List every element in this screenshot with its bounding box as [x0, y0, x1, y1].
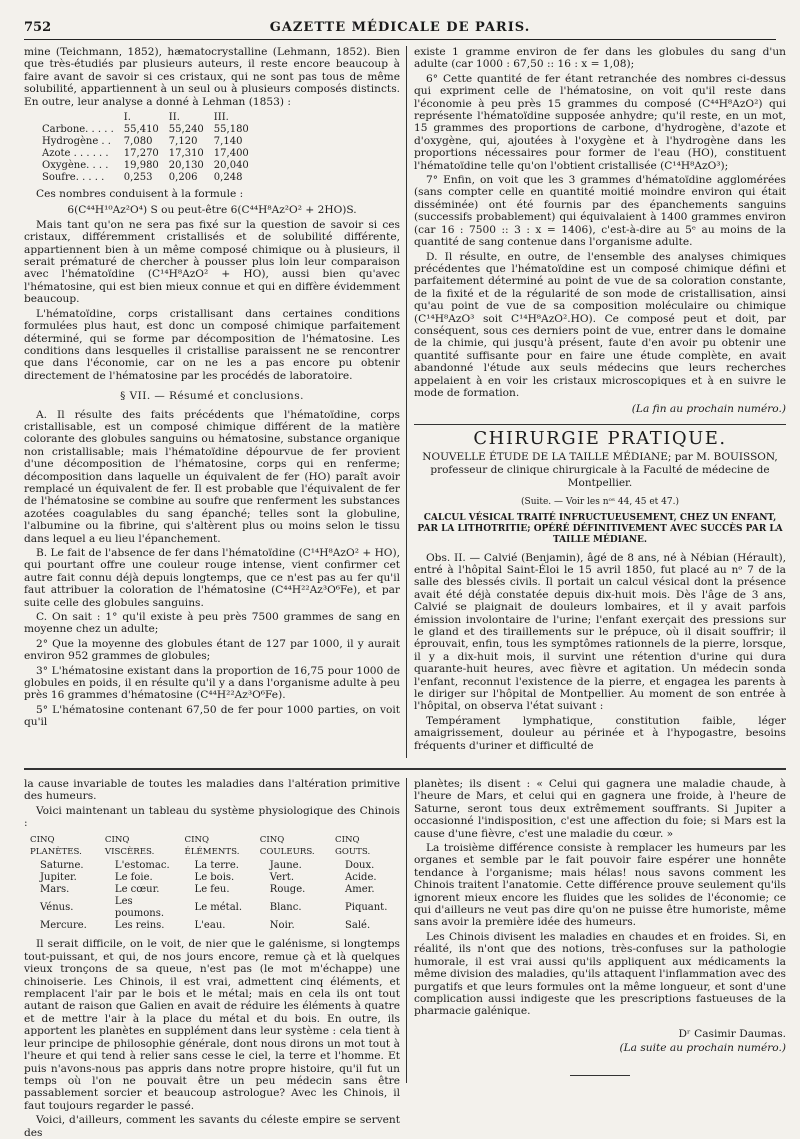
table-cell: Hydrogène . . — [42, 136, 111, 148]
section-title: § VII. — Résumé et conclusions. — [120, 390, 304, 403]
table-cell: Jaune. — [269, 860, 302, 872]
paragraph: A. Il résulte des faits précédents que l'hématoïdine, corps cristallisable, est un composé chimique différent de la matière colorante des globules sanguins ou hématosine, substance organique non cristallisable; mais l'hématoïdine dépourvue de fer provient d'une décomposition de l'hématosine, corps qui en renferme; décomposition dans laquelle un équivalent de fer (HO) paraît avoir remplacé un équivalent de fer. Il est probable que l'équivalent de fer de l'hématosine se combine au soufre que renferment les substances azotées coagulables du sang épanché; telles sont la globuline, l'albumine ou la fibrine, qui s'altèrent plus ou moins selon le tissu dans lequel a eu lieu l'épanchement. — [24, 408, 400, 545]
page-header — [24, 20, 776, 40]
table-cell: Le bois. — [194, 872, 235, 884]
table-cell: Le feu. — [194, 884, 230, 896]
table-cell: Le métal. — [194, 902, 243, 914]
table-cell: La terre. — [194, 860, 239, 872]
table-cell: 0,206 — [168, 172, 198, 184]
table-cell: Vert. — [269, 872, 294, 884]
analysis-header: II. — [168, 112, 180, 124]
table-row — [30, 884, 400, 896]
paragraph: Ces nombres conduisent à la formule : — [36, 188, 244, 201]
table-cell: Jupiter. — [40, 872, 77, 884]
table-row — [42, 124, 259, 136]
paragraph: L'hématoïdine, corps cristallisant dans certaines conditions formulées plus haut, est donc un composé chimique parfaitement déterminé, qui se forme par décomposition de l'hématosine. Les conditions dans lesquelles il cristallise paraissent ne se rencontrer que dans l'économie, car on ne les a pas encore pu obtenir directement de l'hématosine par les procédés de laboratoire. — [24, 307, 400, 382]
case-title: CALCUL VÉSICAL TRAITÉ INFRUCTUEUSEMENT, CHEZ UN ENFANT, PAR LA LITHOTRITIE; OPÉRÉ DÉFINITIVEMENT AVEC SUCCÈS PAR LA TAILLE MÉDIANE. — [417, 512, 783, 545]
section-divider — [414, 424, 786, 425]
table-row — [30, 920, 400, 932]
table-cell: 20,130 — [168, 160, 204, 172]
continuation-note: (La fin au prochain numéro.) — [631, 403, 786, 416]
table-cell: Mars. — [40, 884, 70, 896]
table-cell: 19,980 — [123, 160, 159, 172]
paragraph: Les Chinois divisent les maladies en chaudes et en froides. Si, en réalité, ils n'ont que des notions, très-confuses sur la pathologie humorale, il est vrai aussi qu'ils appliquent aux médicaments la même division des maladies, qu'ils attaquent l'inflammation avec des purgatifs et que leurs formules ont la même longueur, et sont d'une complication aussi indigeste que les prescriptions fastueuses de la pharmacie galénique. — [414, 930, 786, 1018]
table-row — [42, 148, 259, 160]
page-number: 752 — [24, 20, 52, 35]
table-cell: Le cœur. — [114, 884, 160, 896]
paragraph: 2° Que la moyenne des globules étant de 127 par 1000, il y aurait environ 952 grammes de globules; — [24, 637, 400, 663]
table-row — [42, 136, 259, 148]
paragraph: Mais tant qu'on ne sera pas fixé sur la question de savoir si ces cristaux, différemment cristallisés et de solubilité différente, appartiennent bien à un même composé chimique ou à plusieurs, il serait prématuré de chercher à pousser plus loin leur comparaison avec l'hématoïdine (C¹⁴H⁸AzO² + HO), aussi bien qu'avec l'hématosine, qui est bien mieux connue et qui en diffère évidemment beaucoup. — [24, 218, 400, 306]
continuation-note: (La suite au prochain numéro.) — [619, 1042, 786, 1055]
table-cell: Le foie. — [114, 872, 153, 884]
paragraph: Il serait difficile, on le voit, de nier que le galénisme, si longtemps tout-puissant, et qui, de nos jours encore, remue çà et là quelques vieux tronçons de sa queue, n'est pas (le mot m'échappe) une chinoiserie. Les Chinois, il est vrai, admettent cinq éléments, et remplacent l'air par le bois et le métal; mais en cela ils ont tout autant de raison que Galien en avait de réduire les éléments à quatre et de mettre l'air à la place du métal et du bois. En outre, ils apportent les planètes en supplément dans leur système : cela tient à leur principe de philosophie générale, dont nous dirons un mot tout à l'heure et qui tend à relier sans cesse le ciel, la terre et l'homme. Et puis n'avons-nous pas appris dans notre propre histoire, qu'il fut un temps où l'on ne pouvait être un peu médecin sans être passablement sorcier et beaucoup astrologue? Avec les Chinois, il faut toujours regarder le passé. — [24, 938, 400, 1112]
table-header: CINQ COULEURS. — [259, 834, 315, 858]
table-cell: Carbone. . . . . — [42, 124, 114, 136]
paragraph: existe 1 gramme environ de fer dans les globules du sang d'un adulte (car 1000 : 67,50 :: 16 : x = 1,08); — [414, 46, 786, 71]
top-right-column — [414, 46, 786, 758]
table-cell: 17,310 — [168, 148, 204, 160]
table-cell: Amer. — [345, 884, 375, 896]
top-left-column — [24, 46, 400, 758]
paragraph: planètes; ils disent : « Celui qui gagnera une maladie chaude, à l'heure de Mars, et celui qui en gagnera une froide, à l'heure de Saturne, seront tous deux extrêmement souffrants. Si Jupiter a occasionné l'indisposition, c'est une affection du foie; si Mars est la cause d'une fièvre, c'est une maladie du cœur. » — [414, 778, 786, 840]
analysis-table — [42, 112, 259, 184]
paragraph: Obs. II. — Calvié (Benjamin), âgé de 8 ans, né à Nébian (Hérault), entré à l'hôpital Saint-Éloi le 15 avril 1850, fut placé au nᵒ 7 de la salle des blessés civils. Il portait un calcul vésical dont la présence avait été déjà constatée depuis dix-huit mois. Dès l'âge de 3 ans, Calvié se plaignait de douleurs lombaires, et il y avait parfois émission involontaire de l'urine; l'enfant exerçait des pressions sur le gland et des tiraillements sur le prépuce, où il disait souffrir; il éprouvait, enfin, tous les symptômes rationnels de la pierre, lorsque, il y a dix-huit mois, il survint une rétention d'urine qui dura quarante-huit heures, avec fièvre et agitation. Un médecin sonda l'enfant, reconnut l'existence de la pierre, et engagea les parents à le diriger sur l'hôpital de Montpellier. Au moment de son entrée à l'hôpital, on observa l'état suivant : — [414, 551, 786, 713]
analysis-header: III. — [213, 112, 229, 124]
table-cell: Blanc. — [269, 902, 302, 914]
table-cell: Noir. — [269, 920, 295, 932]
table-cell: 20,040 — [213, 160, 249, 172]
analysis-header-row — [42, 112, 259, 124]
table-cell: L'eau. — [194, 920, 226, 932]
table-cell: 55,240 — [168, 124, 204, 136]
table-header: CINQ VISCÈRES. — [104, 834, 155, 858]
table-row — [42, 160, 259, 172]
paragraph: C. On sait : 1° qu'il existe à peu près 7500 grammes de sang en moyenne chez un adulte; — [24, 611, 400, 636]
table-cell: Piquant. — [345, 902, 388, 914]
paragraph: Voici maintenant un tableau du système physiologique des Chinois : — [24, 804, 400, 830]
paragraph: 3° L'hématosine existant dans la proportion de 16,75 pour 1000 de globules en poids, il en résulte qu'il y a dans l'organisme adulte à peu près 16 grammes d'hématosine (C⁴⁴H²²Az³O⁶Fe). — [24, 664, 400, 702]
table-cell: Soufre. . . . . — [42, 172, 105, 184]
table-cell: 17,400 — [213, 148, 249, 160]
table-cell: Rouge. — [269, 884, 306, 896]
paragraph: B. Le fait de l'absence de fer dans l'hématoïdine (C¹⁴H⁸AzO² + HO), qui pourtant offre une couleur rouge intense, vient confirmer cet autre fait connu déjà depuis longtemps, que ce n'est pas au fer qu'il faut attribuer la coloration de l'hématosine (C⁴⁴H²²Az³O⁶Fe), et par suite celle des globules sanguins. — [24, 547, 400, 609]
paragraph: 7° Enfin, on voit que les 3 grammes d'hématoïdine agglomérées (sans compter celle en quantité moitié moindre environ qui était disséminée) ont été fournis par des épanchements sanguins (successifs probablement) qui équivalaient à 1400 grammes environ (car 16 : 7500 :: 3 : x = 1406), c'est-à-dire au 5ᵉ au moins de la quantité de sang contenue dans l'organisme adulte. — [414, 174, 786, 249]
section-heading: CHIRURGIE PRATIQUE. — [473, 427, 727, 449]
table-cell: 7,140 — [213, 136, 243, 148]
bottom-left-column — [24, 778, 400, 1139]
table-cell: 7,120 — [168, 136, 198, 148]
table-cell: Doux. — [345, 860, 375, 872]
article-heading: NOUVELLE ÉTUDE DE LA TAILLE MÉDIANE; par M. BOUISSON, professeur de clinique chirurgicale à la Faculté de médecine de Montpellier. — [422, 451, 778, 490]
table-cell: Les reins. — [114, 920, 165, 932]
page-divider — [24, 768, 786, 770]
paragraph: mine (Teichmann, 1852), hæmatocrystalline (Lehmann, 1852). Bien que très-étudiés par plusieurs auteurs, il reste encore beaucoup à faire avant de savoir si ces cristaux, qui ne sont pas tous de même solubilité, appartiennent à un seul ou à plusieurs composés distincts. En outre, leur analyse a donné à Lehman (1853) : — [24, 46, 400, 108]
table-cell: Oxygène. . . . — [42, 160, 109, 172]
bottom-right-column — [414, 778, 786, 1083]
table-row — [30, 860, 400, 872]
paragraph: Tempérament lymphatique, constitution faible, léger amaigrissement, douleur au périnée et à l'hypogastre, besoins fréquents d'uriner et difficulté de — [414, 714, 786, 752]
table-cell: Azote . . . . . . — [42, 148, 109, 160]
paragraph: 6° Cette quantité de fer étant retranchée des nombres ci-dessus qui expriment celle de l'hématosine, on voit qu'il reste dans l'économie à peu près 15 grammes du composé (C⁴⁴H⁸AzO²) qui représente l'hématoïdine supposée anhydre; qu'il reste, en un mot, 15 grammes des proportions de carbone, d'hydrogène, d'azote et d'oxygène, qui, ajoutées à l'oxygène et à l'hydrogène dans les proportions nécessaires pour former de l'eau (HO), constituent l'hématoïdine telle qu'on l'obtient cristallisée (C¹⁴H⁸AzO³); — [414, 72, 786, 172]
table-cell: Mercure. — [40, 920, 87, 932]
table-cell: Les poumons. — [114, 896, 165, 920]
table-cell: 7,080 — [123, 136, 153, 148]
table-cell: Salé. — [345, 920, 371, 932]
chemical-formula: 6(C⁴⁴H¹⁰Az²O⁴) S ou peut-être 6(C⁴⁴H⁸Az²O² + 2HO)S. — [67, 204, 357, 217]
analysis-header — [42, 112, 124, 124]
table-header: CINQ GOUTS. — [335, 834, 371, 858]
table-cell: 0,248 — [213, 172, 243, 184]
table-cell: 55,180 — [213, 124, 249, 136]
table-cell: 55,410 — [123, 124, 159, 136]
paragraph: la cause invariable de toutes les maladies dans l'altération primitive des humeurs. — [24, 778, 400, 803]
column-divider — [406, 778, 407, 1083]
paragraph: 5° L'hématosine contenant 67,50 de fer pour 1000 parties, on voit qu'il — [24, 703, 400, 729]
table-row — [30, 896, 400, 920]
table-row — [42, 172, 259, 184]
paragraph: D. Il résulte, en outre, de l'ensemble des analyses chimiques précédentes que l'hématoïdine est un composé chimique défini et parfaitement déterminé au point de vue de sa coloration constante, de la fixité et de la régularité de son mode de cristallisation, ainsi qu'au point de vue de sa composition moléculaire ou chimique (C¹⁴H⁸AzO³ soit C¹⁴H⁸AzO².HO). Ce composé peut et doit, par conséquent, sous ces derniers point de vue, entrer dans le domaine de la chimie, qui jusqu'à présent, faute d'en avoir pu obtenir une quantité suffisante pour en faire une étude complète, en avait abandonné l'étude aux seuls médecins que leurs recherches appelaient à en voir les cristaux microscopiques et à en suivre le mode de formation. — [414, 250, 786, 399]
table-cell: Saturne. — [40, 860, 84, 872]
table-header-row — [30, 834, 400, 861]
author-signature: Dʳ Casimir Daumas. — [678, 1027, 786, 1040]
table-cell: 0,253 — [123, 172, 153, 184]
chinese-system-table — [30, 834, 400, 933]
table-header: CINQ ÉLÉMENTS. — [184, 834, 240, 858]
table-cell: Acide. — [345, 872, 377, 884]
table-cell: Vénus. — [40, 902, 74, 914]
table-cell: L'estomac. — [114, 860, 170, 872]
table-cell: 17,270 — [123, 148, 159, 160]
table-header: CINQ PLANÈTES. — [30, 834, 82, 858]
paragraph: La troisième différence consiste à remplacer les humeurs par les organes et semble par le fait pouvoir faire espérer une honnête tendance à l'organisme; mais hélas! nous savons comment les Chinois traitent l'anatomie. Cette différence prouve seulement qu'ils ignorent mieux encore les fluides que les solides de l'économie; ce qui d'ailleurs ne veut pas dire qu'on ne puisse être humoriste, même sans avoir la première idée des humeurs. — [414, 842, 786, 929]
paper-title: GAZETTE MÉDICALE DE PARIS. — [269, 20, 531, 35]
column-divider — [406, 46, 407, 758]
end-rule — [570, 1075, 630, 1076]
analysis-header: I. — [123, 112, 131, 124]
paragraph: Voici, d'ailleurs, comment les savants du céleste empire se servent des — [24, 1114, 400, 1139]
table-row — [30, 872, 400, 884]
suite-note: (Suite. — Voir les nᵒˢ 44, 45 et 47.) — [521, 497, 679, 508]
